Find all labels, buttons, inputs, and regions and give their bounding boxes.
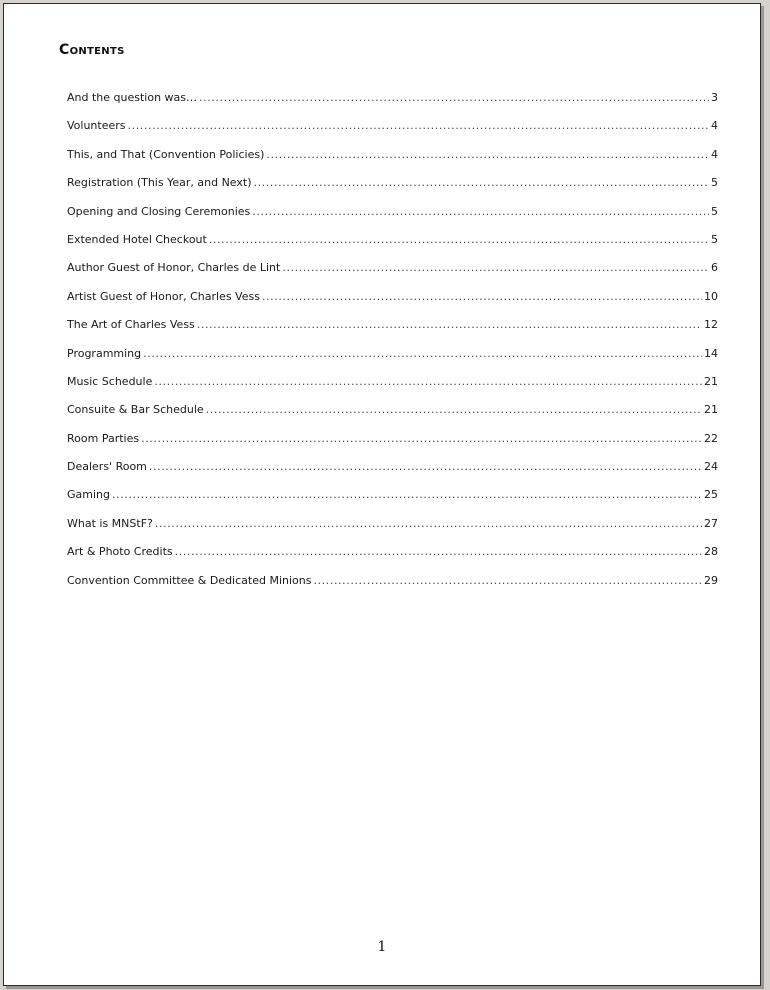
toc-entry-title: Programming — [67, 346, 142, 360]
dot-leader — [209, 233, 709, 246]
dot-leader — [112, 488, 702, 501]
document-page — [3, 3, 761, 986]
toc-entry-page: 14 — [704, 346, 718, 360]
toc-entry-title: What is MNStF? — [67, 516, 153, 530]
toc-entry[interactable] — [67, 403, 718, 431]
toc-entry-title: This, and That (Convention Policies) — [67, 147, 265, 161]
dot-leader — [155, 517, 702, 530]
toc-entry-page: 5 — [711, 232, 718, 246]
dot-leader — [154, 375, 702, 388]
dot-leader — [143, 347, 702, 360]
toc-entry-page: 6 — [711, 261, 718, 275]
toc-entry-title: Opening and Closing Ceremonies — [67, 204, 251, 218]
toc-entry-title: Extended Hotel Checkout — [67, 232, 207, 246]
toc-entry[interactable] — [67, 574, 718, 602]
page-number: 1 — [377, 939, 387, 955]
toc-entry-title: Dealers' Room — [67, 460, 147, 474]
toc-entry-title: Gaming — [67, 488, 110, 502]
toc-entry-page: 4 — [711, 147, 718, 161]
dot-leader — [149, 460, 702, 473]
toc-entry-page: 5 — [711, 176, 718, 190]
toc-entry[interactable] — [67, 176, 718, 204]
toc-entry-page: 5 — [711, 204, 718, 218]
toc-entry-page: 28 — [704, 545, 718, 559]
dot-leader — [175, 545, 702, 558]
dot-leader — [197, 318, 702, 331]
toc-entry-title: Artist Guest of Honor, Charles Vess — [67, 289, 260, 303]
toc-entry-title: The Art of Charles Vess — [67, 318, 195, 332]
toc-entry-title: Room Parties — [67, 431, 140, 445]
dot-leader — [262, 290, 702, 303]
dot-leader — [252, 205, 709, 218]
toc-entry[interactable] — [67, 205, 718, 233]
dot-leader — [313, 574, 702, 587]
dot-leader — [141, 432, 702, 445]
toc-entry[interactable] — [67, 91, 718, 119]
toc-entry-page: 24 — [704, 460, 718, 474]
toc-entry-page: 21 — [704, 374, 718, 388]
toc-entry[interactable] — [67, 545, 718, 573]
toc-entry[interactable] — [67, 261, 718, 289]
toc-entry[interactable] — [67, 233, 718, 261]
toc-entry-page: 3 — [711, 91, 718, 104]
toc-entry-title: Consuite & Bar Schedule — [67, 403, 204, 417]
dot-leader — [266, 148, 709, 161]
toc-entry-page: 4 — [711, 119, 718, 133]
toc-entry-title: Music Schedule — [67, 374, 153, 388]
toc-entry[interactable] — [67, 148, 718, 176]
toc-entry-page: 29 — [704, 573, 718, 587]
toc-entry-title: Volunteers — [67, 119, 126, 133]
toc-entry-title: Art & Photo Credits — [67, 545, 173, 559]
toc-entry[interactable] — [67, 375, 718, 403]
toc-entry[interactable] — [67, 119, 718, 147]
toc-entry-title: Author Guest of Honor, Charles de Lint — [67, 261, 281, 275]
toc-entry[interactable] — [67, 347, 718, 375]
dot-leader — [206, 403, 702, 416]
toc-entry-title: And the question was… — [67, 91, 198, 104]
toc-entry-page: 22 — [704, 431, 718, 445]
toc-entry-title: Registration (This Year, and Next) — [67, 176, 252, 190]
toc-entry[interactable] — [67, 318, 718, 346]
dot-leader — [282, 261, 709, 274]
toc-entry-page: 10 — [704, 289, 718, 303]
toc-entry-page: 21 — [704, 403, 718, 417]
toc-entry[interactable] — [67, 290, 718, 318]
toc-entry[interactable] — [67, 517, 718, 545]
dot-leader — [254, 176, 710, 189]
toc-entry[interactable] — [67, 488, 718, 516]
dot-leader — [128, 119, 709, 132]
contents-heading: Contents — [59, 42, 125, 58]
toc-entry-page: 12 — [704, 318, 718, 332]
toc-entry[interactable] — [67, 432, 718, 460]
toc-entry[interactable] — [67, 460, 718, 488]
toc-entry-title: Convention Committee & Dedicated Minions — [67, 573, 312, 587]
toc-entry-page: 25 — [704, 488, 718, 502]
table-of-contents — [67, 91, 718, 602]
toc-entry-page: 27 — [704, 516, 718, 530]
dot-leader — [199, 91, 709, 104]
